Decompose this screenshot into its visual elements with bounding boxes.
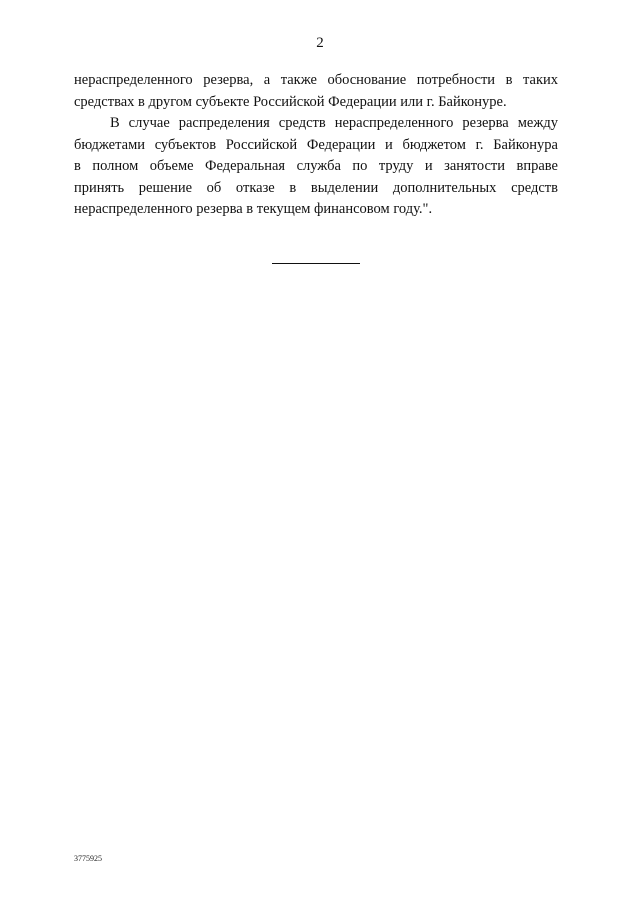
document-body bbox=[74, 70, 558, 221]
paragraph-1-line-1: нераспределенного резерва, а также обоснование потребности в таких bbox=[74, 72, 558, 88]
document-code: 3775925 bbox=[74, 854, 102, 863]
paragraph-2-line-5: нераспределенного резерва в текущем финансовом году.". bbox=[74, 201, 433, 217]
paragraph-2-line-2: бюджетами субъектов Российской Федерации и бюджетом г. Байконура bbox=[74, 136, 558, 153]
paragraph-1-line-2: средствах в другом субъекте Российской Федерации или г. Байконуре. bbox=[74, 93, 507, 110]
page-number: 2 bbox=[316, 35, 324, 51]
paragraph-2-line-3: в полном объеме Федеральная служба по труду и занятости вправе bbox=[74, 158, 558, 174]
paragraph-2-line-1: В случае распределения средств нераспределенного резерва между bbox=[110, 115, 558, 131]
paragraph-2 bbox=[74, 113, 558, 221]
paragraph-2-line-4: принять решение об отказе в выделении дополнительных средств bbox=[74, 179, 558, 196]
paragraph-1 bbox=[74, 70, 558, 113]
end-separator-line bbox=[272, 263, 360, 264]
